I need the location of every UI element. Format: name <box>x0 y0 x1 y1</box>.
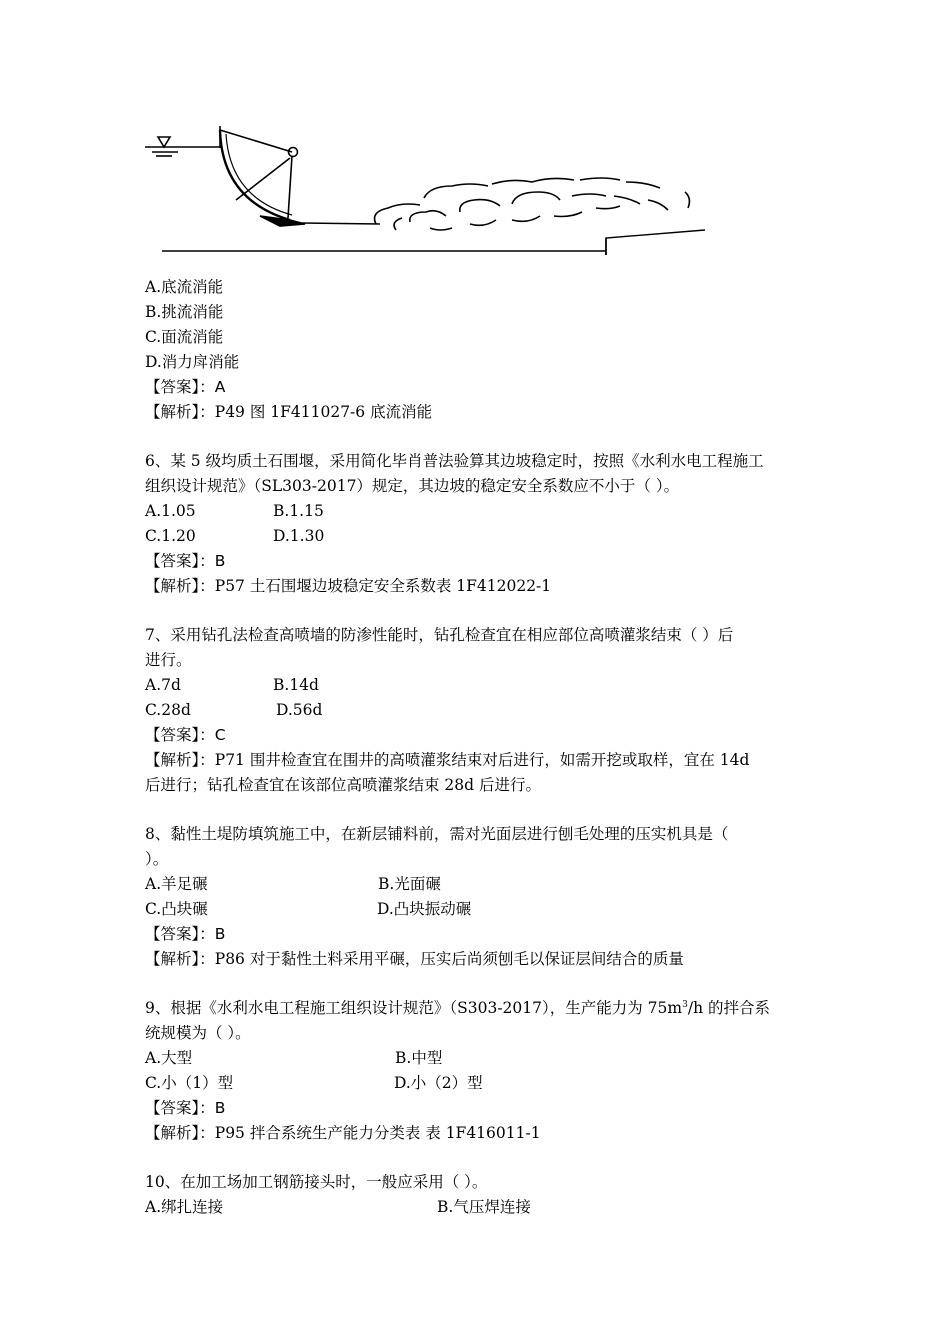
option-d: D.凸块振动碾 <box>377 900 472 918</box>
option-a: A.绑扎连接 <box>145 1198 224 1216</box>
answer-label: 【答案】： <box>145 1099 215 1117</box>
answer-line <box>145 375 225 399</box>
answer-value: B <box>214 1099 226 1117</box>
question-stem-cont: 组织设计规范》（SL303-2017）规定，其边坡的稳定安全系数应不小于（ ）。 <box>145 477 680 495</box>
analysis-line <box>145 574 551 598</box>
stem-text: 9、根据《水利水电工程施工组织设计规范》（S303-2017），生产能力为 75m <box>145 999 683 1017</box>
analysis-text: P57 土石围堰边坡稳定安全系数表 1F412022-1 <box>214 577 552 595</box>
option-c: C.小（1）型 <box>145 1074 234 1092</box>
option-c: C.面流消能 <box>145 328 224 346</box>
answer-value: C <box>214 726 226 744</box>
answer-line <box>145 723 226 747</box>
option-b: B.14d <box>273 676 319 694</box>
stem-text-end: /h 的拌合系 <box>687 999 770 1017</box>
superscript: 3 <box>682 999 688 1010</box>
option-c: C.1.20 <box>145 527 196 545</box>
answer-line <box>145 1096 225 1120</box>
option-a: A.羊足碾 <box>145 875 208 893</box>
analysis-text-cont: 后进行；钻孔检查宜在该部位高喷灌浆结束 28d 后进行。 <box>145 776 542 794</box>
answer-value: B <box>214 925 226 943</box>
option-a: A.大型 <box>145 1049 193 1067</box>
option-d: D.小（2）型 <box>394 1074 483 1092</box>
analysis-label: 【解析】： <box>145 950 215 968</box>
analysis-line <box>145 748 749 772</box>
option-b: B.气压焊连接 <box>437 1198 531 1216</box>
option-a: A.底流消能 <box>145 278 224 296</box>
question-stem <box>145 996 770 1020</box>
option-d: D.消力戽消能 <box>145 353 240 371</box>
option-d: D.56d <box>276 701 323 719</box>
question-stem: 6、某 5 级均质土石围堰，采用简化毕肖普法验算其边坡稳定时，按照《水利水电工程施工 <box>145 452 764 470</box>
option-d: D.1.30 <box>273 527 325 545</box>
answer-label: 【答案】： <box>145 378 215 396</box>
question-stem: 8、黏性土堤防填筑施工中，在新层铺料前，需对光面层进行刨毛处理的压实机具是（ <box>145 825 729 843</box>
answer-label: 【答案】： <box>145 726 215 744</box>
question-stem: 10、在加工场加工钢筋接头时，一般应采用（ ）。 <box>145 1173 488 1191</box>
analysis-line <box>145 947 684 971</box>
option-c: C.凸块碾 <box>145 900 208 918</box>
question-stem: 7、采用钻孔法检查高喷墙的防渗性能时，钻孔检查宜在相应部位高喷灌浆结束（ ）后 <box>145 626 734 644</box>
option-a: A.1.05 <box>145 502 196 520</box>
analysis-line <box>145 400 432 424</box>
option-b: B.中型 <box>395 1049 443 1067</box>
water-level-icon <box>158 137 170 147</box>
answer-label: 【答案】： <box>145 552 215 570</box>
answer-label: 【答案】： <box>145 925 215 943</box>
analysis-label: 【解析】： <box>145 403 215 421</box>
question-stem-cont: 进行。 <box>145 651 192 669</box>
analysis-text: P86 对于黏性土料采用平碾，压实后尚须刨毛以保证层间结合的质量 <box>214 950 684 968</box>
option-b: B.挑流消能 <box>145 303 224 321</box>
analysis-text: P95 拌合系统生产能力分类表 表 1F416011-1 <box>214 1124 541 1142</box>
analysis-label: 【解析】： <box>145 1124 215 1142</box>
answer-line <box>145 549 225 573</box>
question-stem-cont: ）。 <box>145 850 169 868</box>
answer-value: B <box>214 552 226 570</box>
energy-dissipation-diagram <box>140 120 720 270</box>
analysis-text: P49 图 1F411027-6 底流消能 <box>214 403 433 421</box>
option-b: B.光面碾 <box>378 875 441 893</box>
answer-value: A <box>214 378 226 396</box>
analysis-line <box>145 1121 541 1145</box>
analysis-label: 【解析】： <box>145 577 215 595</box>
analysis-text: P71 围井检查宜在围井的高喷灌浆结束对后进行，如需开挖或取样，宜在 14d <box>214 751 750 769</box>
analysis-label: 【解析】： <box>145 751 215 769</box>
question-stem-cont: 统规模为（ ）。 <box>145 1024 251 1042</box>
option-a: A.7d <box>145 676 181 694</box>
answer-line <box>145 922 225 946</box>
option-c: C.28d <box>145 701 191 719</box>
option-b: B.1.15 <box>273 502 324 520</box>
